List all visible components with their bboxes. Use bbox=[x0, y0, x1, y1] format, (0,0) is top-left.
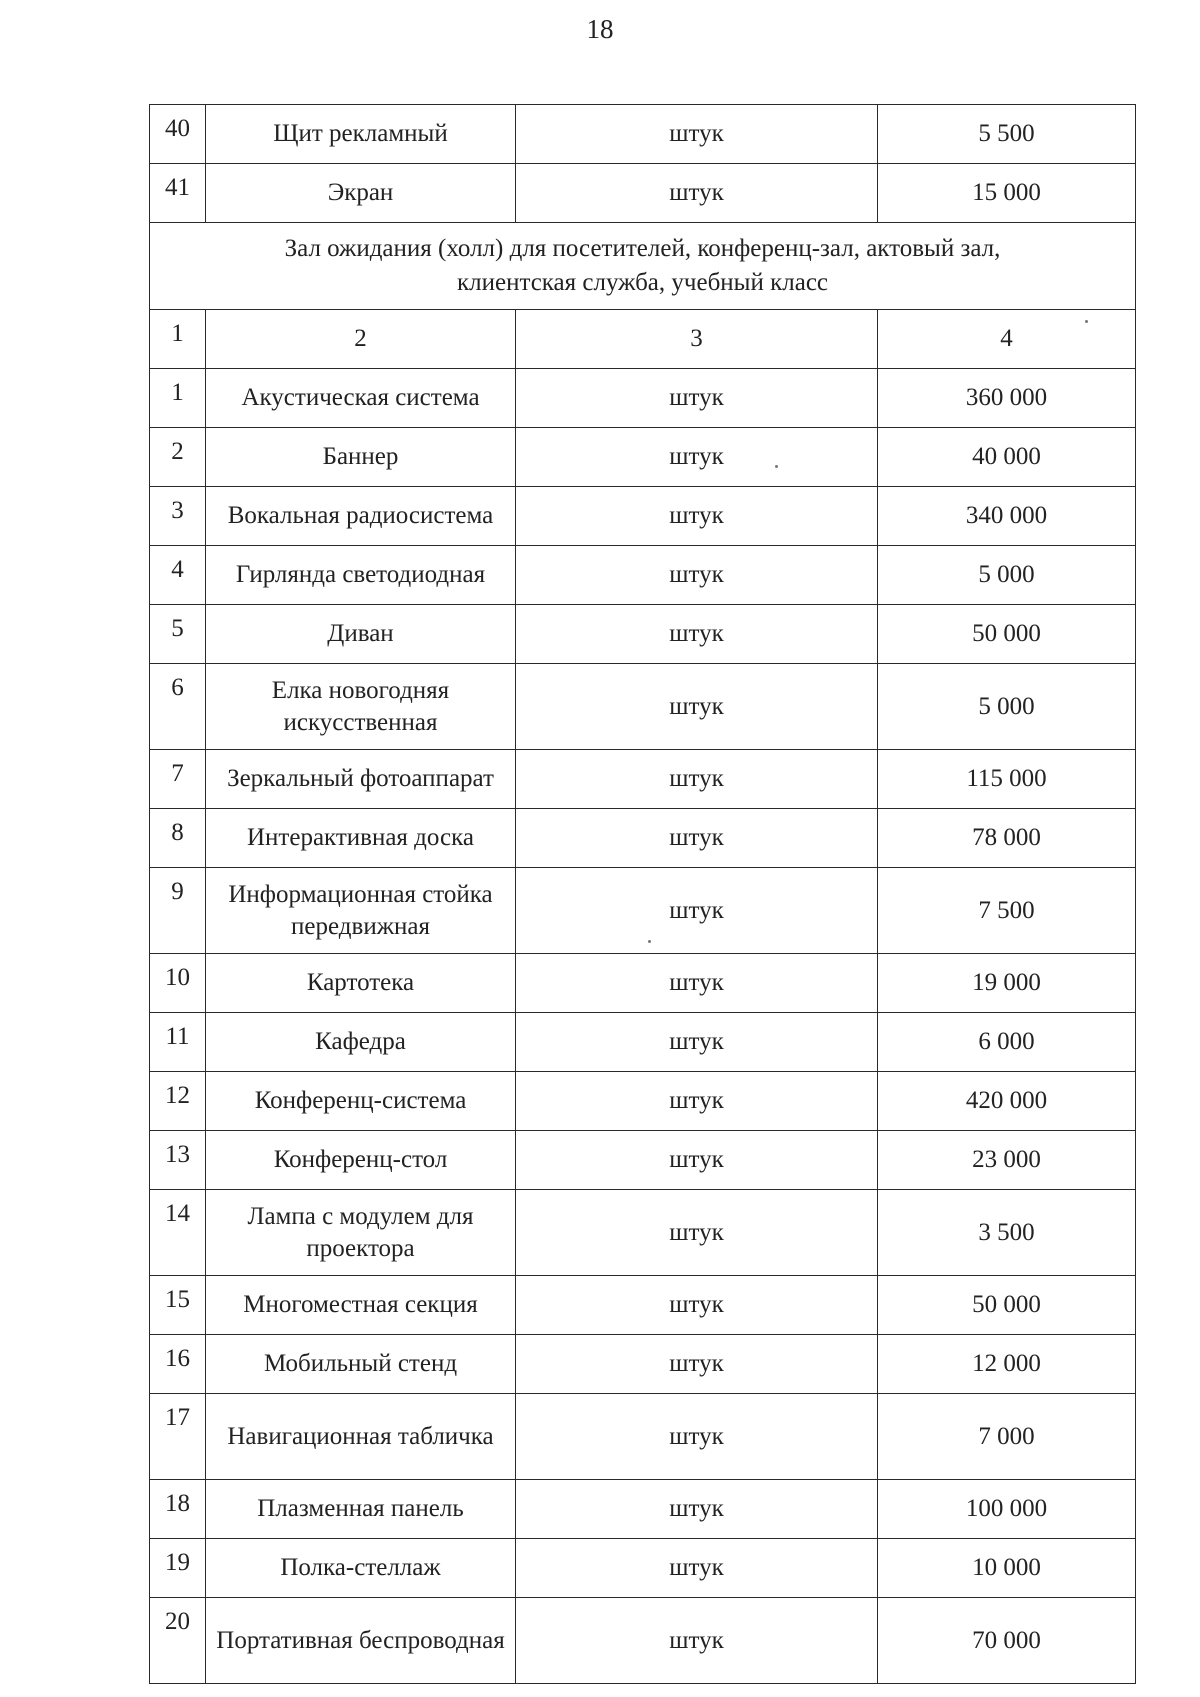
item-unit: штук bbox=[516, 1131, 878, 1190]
section-block bbox=[150, 223, 1136, 369]
column-header: 4 bbox=[878, 310, 1136, 369]
row-number: 18 bbox=[150, 1480, 206, 1539]
item-unit: штук bbox=[516, 1276, 878, 1335]
column-header: 3 bbox=[516, 310, 878, 369]
row-number: 5 bbox=[150, 605, 206, 664]
item-name: Конференц-стол bbox=[206, 1131, 516, 1190]
row-number: 8 bbox=[150, 809, 206, 868]
row-number: 7 bbox=[150, 750, 206, 809]
table-row bbox=[150, 664, 1136, 750]
row-number: 13 bbox=[150, 1131, 206, 1190]
item-name: Многоместная секция bbox=[206, 1276, 516, 1335]
item-name: Мобильный стенд bbox=[206, 1335, 516, 1394]
item-name: Конференц-система bbox=[206, 1072, 516, 1131]
item-name: Щит рекламный bbox=[206, 105, 516, 164]
scan-speck bbox=[775, 465, 778, 468]
item-name: Экран bbox=[206, 164, 516, 223]
item-price: 3 500 bbox=[878, 1190, 1136, 1276]
item-unit: штук bbox=[516, 487, 878, 546]
item-name: Диван bbox=[206, 605, 516, 664]
item-price: 100 000 bbox=[878, 1480, 1136, 1539]
row-number: 1 bbox=[150, 369, 206, 428]
scan-speck bbox=[648, 940, 651, 943]
item-price: 340 000 bbox=[878, 487, 1136, 546]
table-row bbox=[150, 487, 1136, 546]
item-unit: штук bbox=[516, 428, 878, 487]
table-row bbox=[150, 1335, 1136, 1394]
item-price: 7 500 bbox=[878, 868, 1136, 954]
table-row bbox=[150, 809, 1136, 868]
item-name: Полка-стеллаж bbox=[206, 1539, 516, 1598]
table-row bbox=[150, 605, 1136, 664]
item-price: 360 000 bbox=[878, 369, 1136, 428]
item-unit: штук bbox=[516, 1480, 878, 1539]
item-price: 7 000 bbox=[878, 1394, 1136, 1480]
row-number: 20 bbox=[150, 1598, 206, 1684]
item-unit: штук bbox=[516, 1335, 878, 1394]
row-number: 19 bbox=[150, 1539, 206, 1598]
table-row bbox=[150, 1276, 1136, 1335]
table-top-rows bbox=[150, 105, 1136, 223]
item-price: 6 000 bbox=[878, 1013, 1136, 1072]
section-title-row bbox=[150, 223, 1136, 310]
column-header: 1 bbox=[150, 310, 206, 369]
table-row bbox=[150, 1190, 1136, 1276]
item-price: 50 000 bbox=[878, 1276, 1136, 1335]
item-name: Кафедра bbox=[206, 1013, 516, 1072]
item-price: 115 000 bbox=[878, 750, 1136, 809]
item-name: Навигационная табличка bbox=[206, 1394, 516, 1480]
table-row bbox=[150, 105, 1136, 164]
item-price: 420 000 bbox=[878, 1072, 1136, 1131]
table-row bbox=[150, 1480, 1136, 1539]
item-unit: штук bbox=[516, 546, 878, 605]
price-table bbox=[149, 104, 1136, 1684]
item-price: 12 000 bbox=[878, 1335, 1136, 1394]
row-number: 3 bbox=[150, 487, 206, 546]
item-name: Портативная беспроводная bbox=[206, 1598, 516, 1684]
item-name: Интерактивная доска bbox=[206, 809, 516, 868]
item-name: Зеркальный фотоаппарат bbox=[206, 750, 516, 809]
table-row bbox=[150, 546, 1136, 605]
row-number: 4 bbox=[150, 546, 206, 605]
section-title: Зал ожидания (холл) для посетителей, конференц-зал, актовый зал, клиентская служба, учебный класс bbox=[150, 223, 1136, 310]
item-price: 15 000 bbox=[878, 164, 1136, 223]
item-price: 5 000 bbox=[878, 546, 1136, 605]
item-price: 50 000 bbox=[878, 605, 1136, 664]
table-row bbox=[150, 1394, 1136, 1480]
table-row bbox=[150, 369, 1136, 428]
item-name: Елка новогодняя искусственная bbox=[206, 664, 516, 750]
item-unit: штук bbox=[516, 1072, 878, 1131]
row-number: 9 bbox=[150, 868, 206, 954]
item-price: 40 000 bbox=[878, 428, 1136, 487]
item-name: Гирлянда светодиодная bbox=[206, 546, 516, 605]
item-name: Информационная стойка передвижная bbox=[206, 868, 516, 954]
page-number: 18 bbox=[586, 14, 614, 44]
row-number: 15 bbox=[150, 1276, 206, 1335]
item-unit: штук bbox=[516, 605, 878, 664]
item-name: Вокальная радиосистема bbox=[206, 487, 516, 546]
item-price: 70 000 bbox=[878, 1598, 1136, 1684]
item-unit: штук bbox=[516, 164, 878, 223]
item-unit: штук bbox=[516, 1539, 878, 1598]
row-number: 10 bbox=[150, 954, 206, 1013]
table-row bbox=[150, 1072, 1136, 1131]
table-row bbox=[150, 750, 1136, 809]
row-number: 2 bbox=[150, 428, 206, 487]
item-price: 19 000 bbox=[878, 954, 1136, 1013]
item-unit: штук bbox=[516, 954, 878, 1013]
row-number: 14 bbox=[150, 1190, 206, 1276]
item-price: 5 000 bbox=[878, 664, 1136, 750]
row-number: 40 bbox=[150, 105, 206, 164]
table-row bbox=[150, 1131, 1136, 1190]
table-row bbox=[150, 1598, 1136, 1684]
item-unit: штук bbox=[516, 1190, 878, 1276]
item-name: Баннер bbox=[206, 428, 516, 487]
scan-speck bbox=[1085, 320, 1088, 323]
table-row bbox=[150, 868, 1136, 954]
row-number: 41 bbox=[150, 164, 206, 223]
item-unit: штук bbox=[516, 105, 878, 164]
table-row bbox=[150, 1013, 1136, 1072]
item-unit: штук bbox=[516, 868, 878, 954]
item-price: 10 000 bbox=[878, 1539, 1136, 1598]
table-row bbox=[150, 428, 1136, 487]
row-number: 17 bbox=[150, 1394, 206, 1480]
item-name: Картотека bbox=[206, 954, 516, 1013]
item-unit: штук bbox=[516, 664, 878, 750]
item-unit: штук bbox=[516, 1394, 878, 1480]
item-unit: штук bbox=[516, 750, 878, 809]
item-price: 78 000 bbox=[878, 809, 1136, 868]
table-row bbox=[150, 164, 1136, 223]
column-header: 2 bbox=[206, 310, 516, 369]
item-price: 23 000 bbox=[878, 1131, 1136, 1190]
item-price: 5 500 bbox=[878, 105, 1136, 164]
item-unit: штук bbox=[516, 369, 878, 428]
item-unit: штук bbox=[516, 1013, 878, 1072]
item-name: Лампа с модулем для проектора bbox=[206, 1190, 516, 1276]
table-body bbox=[150, 369, 1136, 1684]
row-number: 11 bbox=[150, 1013, 206, 1072]
column-header-row bbox=[150, 310, 1136, 369]
item-name: Плазменная панель bbox=[206, 1480, 516, 1539]
table-row bbox=[150, 1539, 1136, 1598]
row-number: 16 bbox=[150, 1335, 206, 1394]
row-number: 6 bbox=[150, 664, 206, 750]
item-unit: штук bbox=[516, 809, 878, 868]
table-row bbox=[150, 954, 1136, 1013]
item-unit: штук bbox=[516, 1598, 878, 1684]
item-name: Акустическая система bbox=[206, 369, 516, 428]
row-number: 12 bbox=[150, 1072, 206, 1131]
